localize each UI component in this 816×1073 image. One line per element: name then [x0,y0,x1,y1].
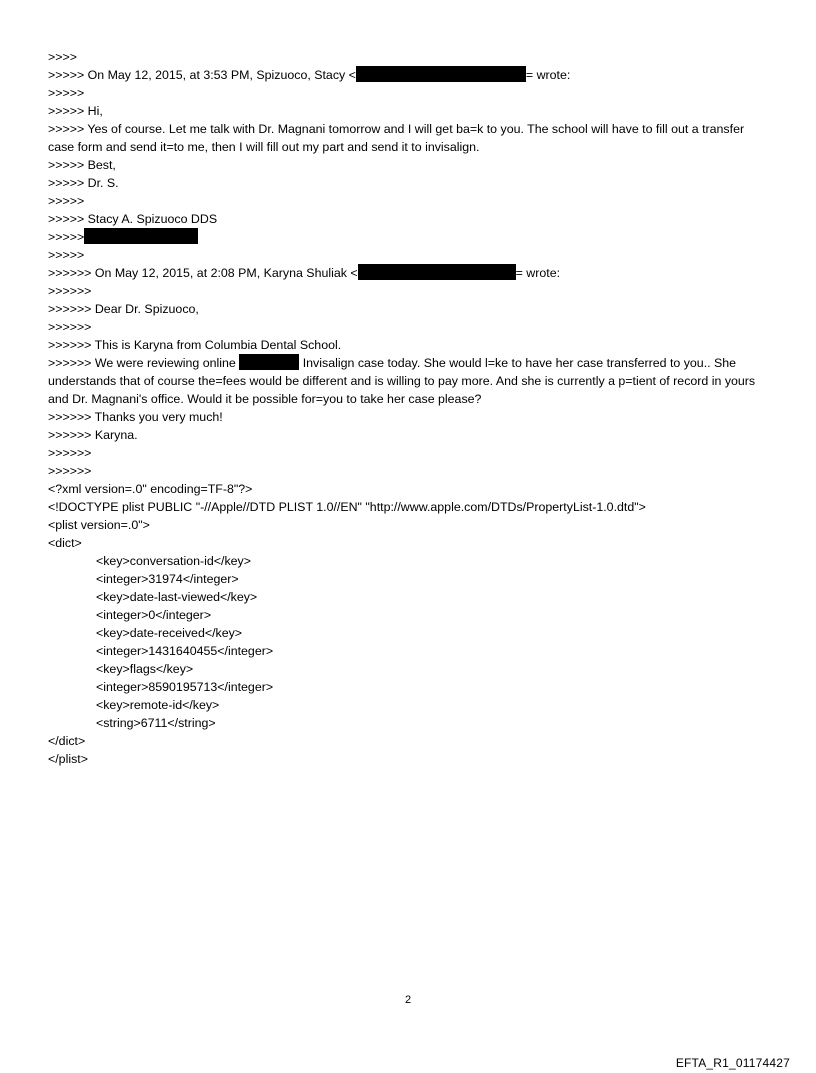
plist-entry: <key>conversation-id</key> [96,554,251,568]
plist-close: </plist> [48,752,88,766]
plist-entry: <key>remote-id</key> [96,698,220,712]
plist-doctype: <!DOCTYPE plist PUBLIC "-//Apple//DTD PLIST 1.0//EN" "http://www.apple.com/DTDs/PropertyList-1.0.dtd"> [48,500,646,514]
plist-entry: <integer>1431640455</integer> [96,644,274,658]
name-line: >>>>>> Karyna. [48,428,138,442]
document-body [48,48,764,768]
page-number: 2 [404,994,412,1006]
plist-entry: <integer>8590195713</integer> [96,680,274,694]
document-id: EFTA_R1_01174427 [675,1056,790,1070]
plist-entry: <integer>0</integer> [96,608,212,622]
request-text-start: >>>>>> We were reviewing online [48,356,236,370]
quote-line: >>>>> [48,86,85,100]
quote-line: >>>>>> [48,284,92,298]
signature-line: >>>>> Dr. S. [48,176,119,190]
dict-close: </dict> [48,734,86,748]
reply-paragraph: >>>>> Yes of course. Let me talk with Dr. Magnani tomorrow and I will get ba=k to you. The school will have to fill out a transfer case form and send it=to me, then I will fill out my part and send it to invisalign. [48,122,745,154]
redacted-contact [84,228,198,244]
signature-name-line: >>>>> Stacy A. Spizuoco DDS [48,212,218,226]
quote-line: >>>>>> [48,446,92,460]
header-text: >>>>>> On May 12, 2015, at 2:08 PM, Karyna Shuliak < [48,266,358,280]
quote-line: >>>>> [48,194,85,208]
quote-prefix: >>>>> [48,230,85,244]
plist-entry: <integer>31974</integer> [96,572,239,586]
dict-open: <dict> [48,536,82,550]
redacted-email [358,264,516,280]
header-wrote: = wrote: [515,266,561,280]
xml-declaration: <?xml version=.0" encoding=TF-8"?> [48,482,253,496]
greeting-line: >>>>> Hi, [48,104,103,118]
signoff-line: >>>>> Best, [48,158,116,172]
quote-line: >>>> [48,50,77,64]
email-header-karyna [48,264,764,282]
plist-entry: <string>6711</string> [96,716,216,730]
email-header-stacy [48,66,764,84]
request-text-rest: Invisalign case today. She would l=ke to have her case transferred to you.. She understands that of course the=fees would be different and is willing to pay more. And she is currently a p=tient of record in yours and Dr. Magnani's office. Would it be possible for=you to take her case please? [48,356,756,406]
plist-entry: <key>date-last-viewed</key> [96,590,258,604]
redacted-patient-name [239,354,299,370]
request-paragraph [48,354,764,408]
plist-open: <plist version=.0"> [48,518,150,532]
salutation-line: >>>>>> Dear Dr. Spizuoco, [48,302,199,316]
redacted-email [356,66,526,82]
thanks-line: >>>>>> Thanks you very much! [48,410,223,424]
quote-line: >>>>>> [48,464,92,478]
header-text: >>>>> On May 12, 2015, at 3:53 PM, Spizuoco, Stacy < [48,68,356,82]
plist-entry: <key>flags</key> [96,662,194,676]
intro-line: >>>>>> This is Karyna from Columbia Dental School. [48,338,342,352]
plist-entry: <key>date-received</key> [96,626,243,640]
header-wrote: = wrote: [525,68,571,82]
quote-line: >>>>> [48,248,85,262]
redacted-line [48,228,764,246]
quote-line: >>>>>> [48,320,92,334]
